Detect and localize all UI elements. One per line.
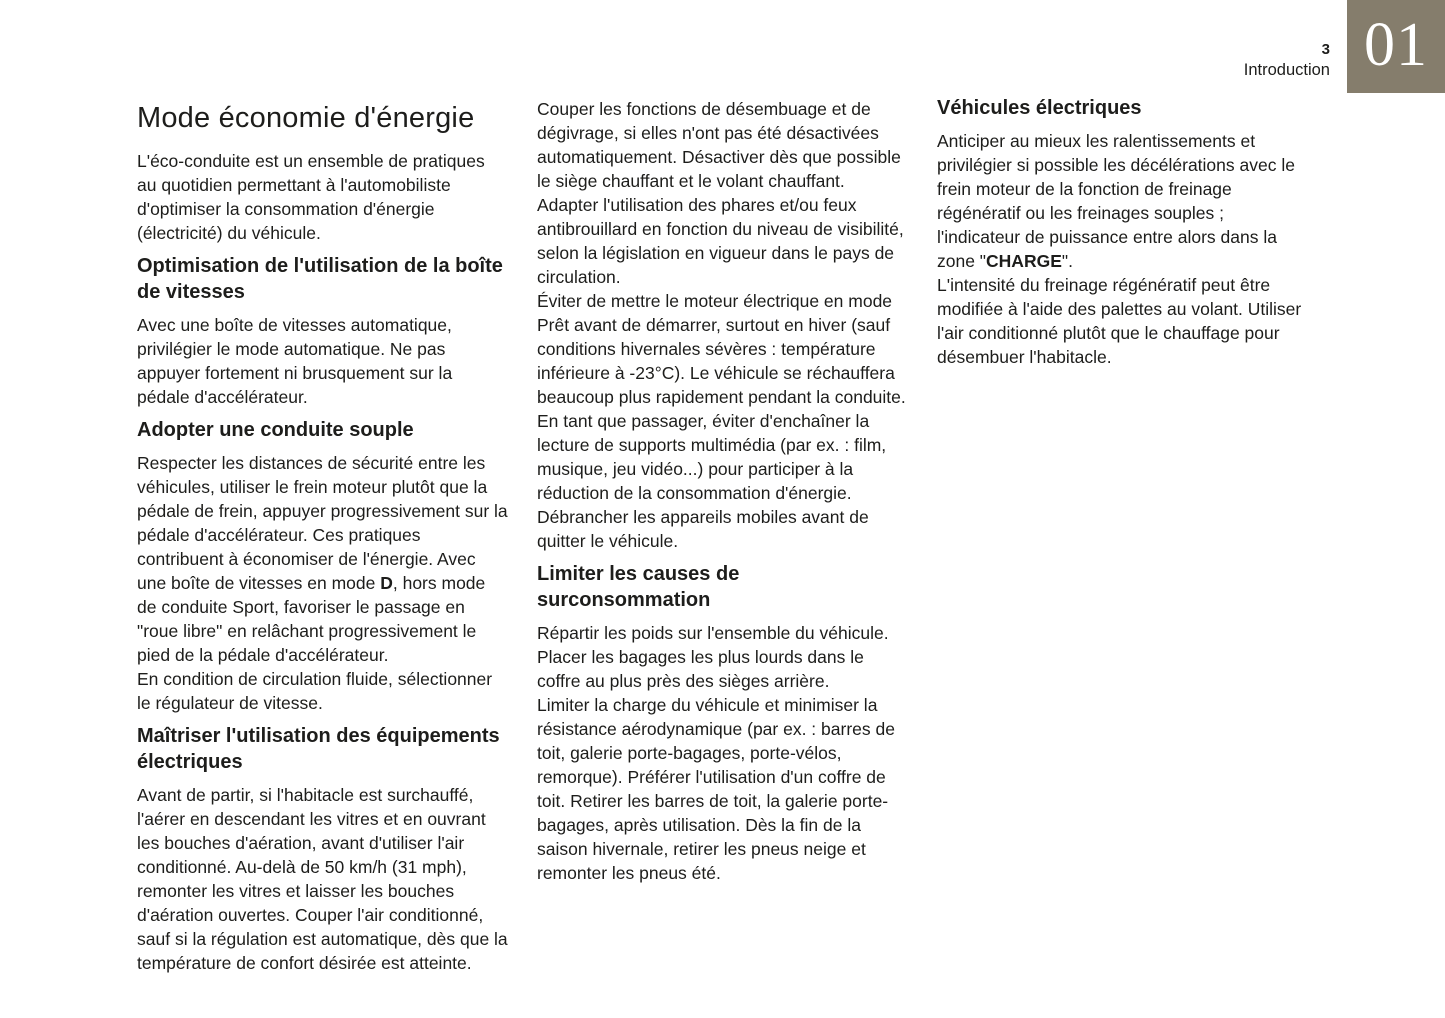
heading-smooth-driving: Adopter une conduite souple <box>137 419 414 441</box>
paragraph-weight-distribution: Répartir les poids sur l'ensemble du véhicule. Placer les bagages les plus lourds dans le coffre au plus près des sièges arrière. <box>537 623 889 691</box>
paragraph-smooth-driving-text-cont: , hors mode de conduite Sport, favoriser le passage en "roue libre" en relâchant progressivement le pied de la pédale d'accélérateur. <box>137 573 486 665</box>
paragraph-vehicle-load: Limiter la charge du véhicule et minimiser la résistance aérodynamique (par ex. : barres de toit, galerie porte-bagages, porte-vélos, remorque). Préférer l'utilisation d'un coffre de toit. Retirer les barres de toit, la galerie porte-bagages, après utilisation. Dès la fin de la saison hivernale, retirer les pneus neige et remonter les pneus été. <box>537 695 895 883</box>
paragraph-defrost-heating: Couper les fonctions de désembuage et de dégivrage, si elles n'ont pas été désactivées automatiquement. Désactiver dès que possible le siège chauffant et le volant chauffant. <box>537 99 901 191</box>
chapter-number-box <box>1347 0 1445 93</box>
column-continued <box>537 97 909 885</box>
paragraph-smooth-driving <box>137 451 509 667</box>
paragraph-regenerative-braking-text: Anticiper au mieux les ralentissements et privilégier si possible les décélérations avec le frein moteur de la fonction de freinage régénératif ou les freinages souples ; l'indicateur de puissance entre alors dans la zone " <box>937 131 1295 271</box>
section-title: Introduction <box>1243 61 1330 79</box>
column-electric-vehicles <box>937 95 1309 369</box>
column-energy-saving <box>137 100 509 975</box>
paragraph-ready-mode: Éviter de mettre le moteur électrique en mode Prêt avant de démarrer, surtout en hiver (sauf conditions hivernales sévères : température inférieure à -23°C). Le véhicule se réchauffera beaucoup plus rapidement pendant la conduite. En tant que passager, éviter d'enchaîner la lecture de supports multimédia (par ex. : film, musique, jeu vidéo...) pour participer à la réduction de la consommation d'énergie. Débrancher les appareils mobiles avant de quitter le véhicule. <box>537 291 906 551</box>
paragraph-braking-intensity: L'intensité du freinage régénératif peut être modifiée à l'aide des palettes au volant. Utiliser l'air conditionné plutôt que le chauffage pour désembuer l'habitacle. <box>937 275 1302 367</box>
heading-electrical-equipment: Maîtriser l'utilisation des équipements électriques <box>137 725 500 773</box>
drive-mode-d-label: D <box>380 573 393 593</box>
chapter-number: 01 <box>1364 10 1428 79</box>
paragraph-cruise-control: En condition de circulation fluide, sélectionner le régulateur de vitesse. <box>137 669 493 713</box>
page-header <box>1244 40 1330 81</box>
page-title: Mode économie d'énergie <box>137 102 475 134</box>
paragraph-headlamps: Adapter l'utilisation des phares et/ou feux antibrouillard en fonction du niveau de visibilité, selon la législation en vigueur dans le pays de circulation. <box>537 195 904 287</box>
charge-zone-label: CHARGE <box>986 251 1062 271</box>
page-number: 3 <box>1321 41 1330 58</box>
paragraph-gearbox: Avec une boîte de vitesses automatique, privilégier le mode automatique. Ne pas appuyer fortement ni brusquement sur la pédale d'accélérateur. <box>137 315 453 407</box>
heading-overconsumption: Limiter les causes de surconsommation <box>537 563 740 611</box>
heading-gearbox-optimisation: Optimisation de l'utilisation de la boîte de vitesses <box>137 255 503 303</box>
paragraph-regenerative-braking-text-cont: ". <box>1061 251 1073 271</box>
paragraph-smooth-driving-text: Respecter les distances de sécurité entre les véhicules, utiliser le frein moteur plutôt que la pédale de frein, appuyer progressivement sur la pédale d'accélérateur. Ces pratiques contribuent à économiser de l'énergie. Avec une boîte de vitesses en mode <box>137 453 508 593</box>
heading-electric-vehicles: Véhicules électriques <box>937 97 1142 119</box>
paragraph-electrical-equipment: Avant de partir, si l'habitacle est surchauffé, l'aérer en descendant les vitres et en ouvrant les bouches d'aération, avant d'utiliser l'air conditionné. Au-delà de 50 km/h (31 mph), remonter les vitres et laisser les bouches d'aération ouvertes. Couper l'air conditionné, sauf si la régulation est automatique, dès que la température de confort désirée est atteinte. <box>137 785 508 973</box>
paragraph-regenerative-braking <box>937 129 1309 273</box>
paragraph-eco-driving-intro: L'éco-conduite est un ensemble de pratiques au quotidien permettant à l'automobiliste d'optimiser la consommation d'énergie (électricité) du véhicule. <box>137 151 485 243</box>
